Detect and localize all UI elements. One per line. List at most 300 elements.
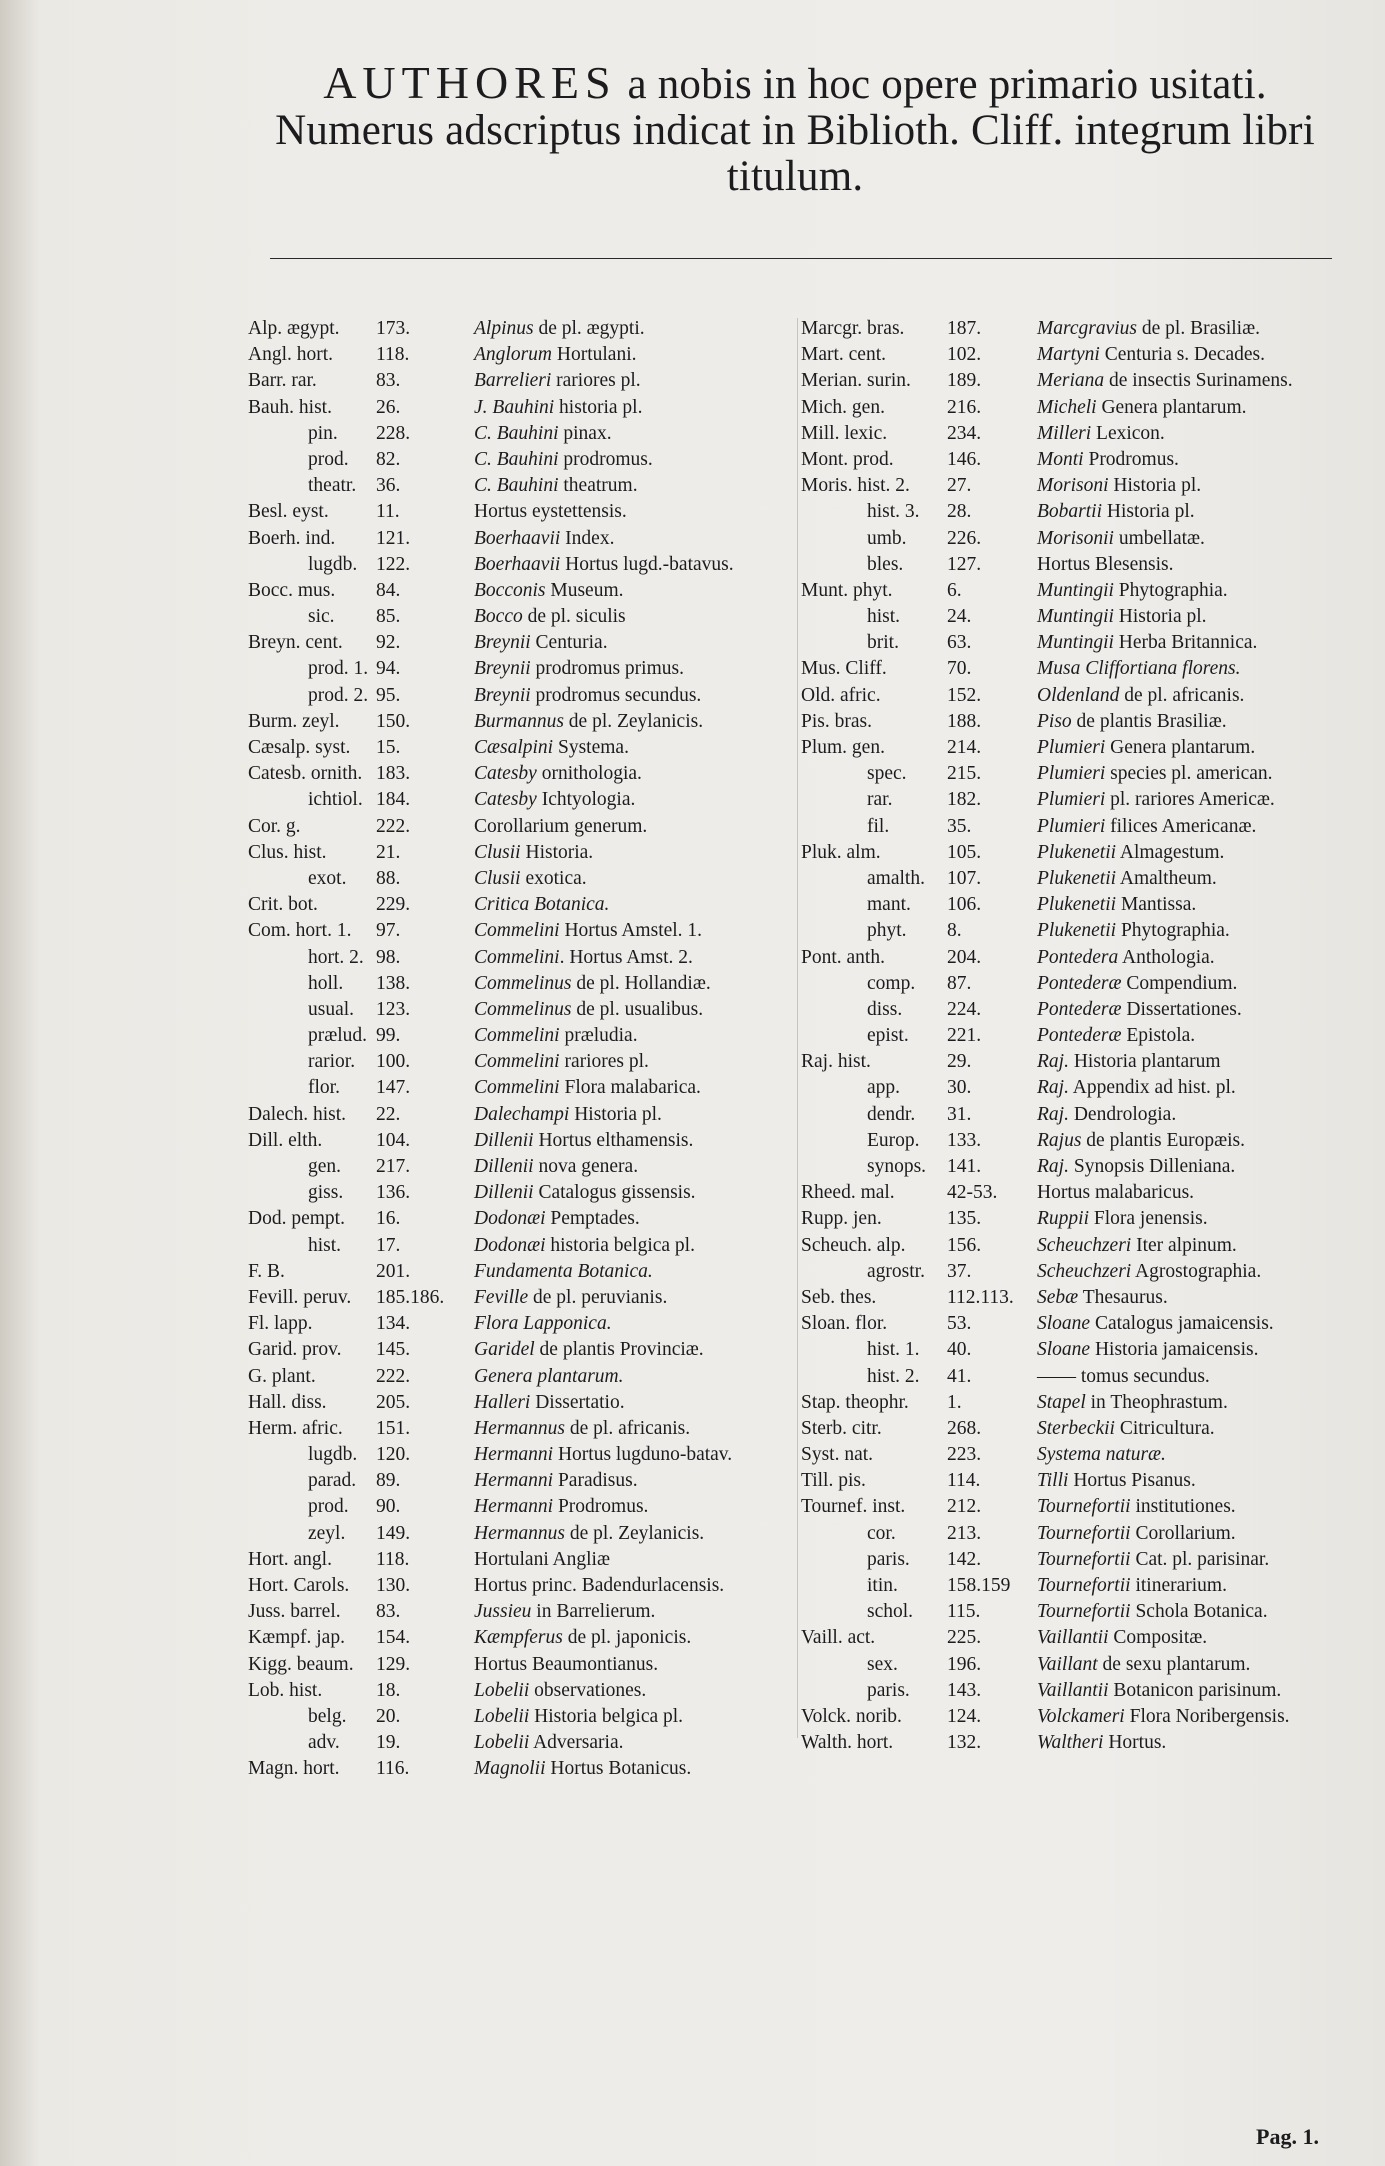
entry-author: Plukenetii bbox=[1037, 920, 1117, 942]
entry-description bbox=[474, 1130, 693, 1152]
entry-title-text: Systema. bbox=[553, 737, 629, 758]
entry-number: 94. bbox=[376, 658, 401, 680]
entry-description bbox=[474, 1575, 724, 1597]
entry-description bbox=[1037, 1156, 1235, 1178]
index-entry bbox=[797, 658, 1357, 684]
entry-abbreviation: Fevill. peruv. bbox=[248, 1286, 352, 1308]
entry-author: Dodonæi bbox=[474, 1208, 546, 1230]
entry-number: 182. bbox=[947, 789, 982, 811]
index-entry bbox=[797, 1392, 1357, 1418]
entry-title-text: Hortus lugd.-batavus. bbox=[560, 553, 734, 575]
entry-author: Bocconis bbox=[474, 579, 546, 601]
entry-number: 6. bbox=[947, 579, 962, 601]
entry-abbreviation: Barr. rar. bbox=[248, 370, 317, 392]
entry-number: 187. bbox=[947, 318, 982, 339]
entry-number: 17. bbox=[376, 1234, 401, 1256]
index-entry bbox=[797, 685, 1357, 711]
entry-abbreviation: Dill. elth. bbox=[248, 1129, 323, 1151]
entry-abbreviation: Kæmpf. jap. bbox=[248, 1627, 345, 1649]
index-entry bbox=[248, 1313, 788, 1339]
entry-number: 102. bbox=[947, 344, 982, 366]
index-entry bbox=[797, 580, 1357, 606]
entry-abbreviation: Fl. lapp. bbox=[248, 1313, 313, 1335]
index-entry bbox=[248, 816, 788, 842]
entry-description bbox=[474, 711, 703, 733]
entry-abbreviation: theatr. bbox=[308, 475, 357, 497]
entry-abbreviation: rarior. bbox=[308, 1051, 356, 1073]
entry-number: 88. bbox=[376, 867, 401, 889]
entry-author: Systema naturæ. bbox=[1037, 1444, 1166, 1466]
entry-description bbox=[1037, 1654, 1250, 1676]
entry-number: 114. bbox=[947, 1470, 981, 1492]
entry-abbreviation: belg. bbox=[308, 1705, 347, 1727]
entry-author: Clusii bbox=[474, 841, 521, 863]
entry-title-text: Catalogus jamaicensis. bbox=[1090, 1313, 1274, 1335]
entry-description bbox=[1037, 1523, 1236, 1545]
entry-description bbox=[1037, 1366, 1210, 1388]
entry-number: 150. bbox=[376, 710, 411, 732]
entry-number: 99. bbox=[376, 1025, 401, 1047]
entry-author: Fundamenta Botanica. bbox=[474, 1260, 653, 1282]
entry-description bbox=[1037, 632, 1257, 654]
entry-abbreviation: phyt. bbox=[867, 920, 907, 942]
entry-abbreviation: Catesb. ornith. bbox=[248, 763, 363, 785]
entry-author: Hermanni bbox=[474, 1444, 554, 1466]
entry-author: Plumieri bbox=[1037, 763, 1106, 785]
index-entry bbox=[797, 763, 1357, 789]
index-entry bbox=[797, 1680, 1357, 1706]
entry-title-text: Mantissa. bbox=[1116, 894, 1197, 916]
index-entry bbox=[797, 554, 1357, 580]
entry-title-text: Lexicon. bbox=[1091, 422, 1165, 444]
index-entry bbox=[797, 370, 1357, 396]
entry-description bbox=[1037, 842, 1224, 864]
index-entry bbox=[248, 1654, 788, 1680]
entry-author: Breynii bbox=[474, 684, 531, 706]
entry-title-text: Hortus Beaumontianus. bbox=[474, 1653, 659, 1675]
entry-title-text: Compendium. bbox=[1121, 972, 1238, 994]
entry-title-text: de pl. japonicis. bbox=[562, 1627, 692, 1649]
entry-number: 115. bbox=[947, 1601, 981, 1623]
entry-description bbox=[1037, 763, 1273, 785]
entry-abbreviation: prod. 2. bbox=[308, 684, 369, 706]
entry-author: Oldenland bbox=[1037, 684, 1120, 706]
entry-abbreviation: exot. bbox=[308, 867, 347, 889]
entry-author: Bocco bbox=[474, 606, 523, 628]
entry-abbreviation: spec. bbox=[867, 763, 907, 785]
entry-number: 136. bbox=[376, 1182, 411, 1204]
entry-number: 36. bbox=[376, 475, 401, 497]
entry-abbreviation: Mart. cent. bbox=[801, 344, 887, 366]
entry-author: Milleri bbox=[1037, 422, 1092, 444]
index-entry bbox=[797, 475, 1357, 501]
entry-author: Halleri bbox=[474, 1391, 531, 1413]
entry-number: 121. bbox=[376, 527, 411, 549]
entry-number: 196. bbox=[947, 1653, 982, 1675]
entry-abbreviation: Tournef. inst. bbox=[801, 1496, 906, 1518]
entry-description bbox=[1037, 685, 1244, 707]
entry-description bbox=[474, 1235, 695, 1257]
index-entry bbox=[248, 1261, 788, 1287]
entry-number: 118. bbox=[376, 1548, 410, 1570]
entry-description bbox=[1037, 423, 1165, 445]
entry-abbreviation: Juss. barrel. bbox=[248, 1601, 341, 1623]
entry-abbreviation: Raj. hist. bbox=[801, 1051, 871, 1073]
entry-number: 216. bbox=[947, 396, 982, 418]
entry-title-text: Catalogus gissensis. bbox=[533, 1182, 696, 1204]
entry-abbreviation: Bocc. mus. bbox=[248, 579, 336, 601]
index-entry bbox=[248, 554, 788, 580]
index-entry bbox=[797, 1313, 1357, 1339]
entry-title-text: Ichtyologia. bbox=[536, 789, 636, 811]
entry-author: Morisonii bbox=[1037, 527, 1114, 549]
entry-author: Sterbeckii bbox=[1037, 1417, 1115, 1439]
entry-title-text: Schola Botanica. bbox=[1130, 1601, 1268, 1623]
entry-abbreviation: Merian. surin. bbox=[801, 370, 911, 392]
entry-description bbox=[1037, 789, 1275, 811]
entry-description bbox=[474, 449, 653, 471]
entry-description bbox=[1037, 1182, 1194, 1204]
entry-abbreviation: Lob. hist. bbox=[248, 1679, 323, 1701]
index-entry bbox=[248, 1130, 788, 1156]
entry-description bbox=[1037, 816, 1256, 838]
entry-number: 112.113. bbox=[947, 1286, 1014, 1308]
entry-author: Scheuchzeri bbox=[1037, 1234, 1132, 1256]
index-entry bbox=[797, 528, 1357, 554]
entry-abbreviation: Breyn. cent. bbox=[248, 632, 343, 654]
entry-number: 217. bbox=[376, 1156, 411, 1177]
entry-abbreviation: Kigg. beaum. bbox=[248, 1653, 354, 1675]
entry-number: 152. bbox=[947, 684, 982, 706]
entry-description bbox=[474, 606, 626, 628]
entry-abbreviation: Pont. anth. bbox=[801, 946, 885, 968]
entry-number: 228. bbox=[376, 422, 411, 444]
entry-number: 226. bbox=[947, 527, 982, 549]
entry-description bbox=[1037, 528, 1205, 550]
entry-number: 8. bbox=[947, 920, 962, 942]
entry-author: Tournefortii bbox=[1037, 1601, 1131, 1623]
entry-description bbox=[1037, 1025, 1195, 1047]
entry-author: Tournefortii bbox=[1037, 1575, 1131, 1596]
entry-description bbox=[474, 1627, 691, 1649]
entry-title-text: Dissertationes. bbox=[1121, 998, 1242, 1020]
entry-author: C. Bauhini bbox=[474, 448, 559, 470]
entry-description bbox=[474, 763, 642, 785]
entry-author: Commelini bbox=[474, 1051, 560, 1073]
entry-number: 127. bbox=[947, 553, 982, 575]
entry-number: 41. bbox=[947, 1365, 972, 1387]
title-rest: a nobis in hoc opere primario usitati. Numerus adscriptus indicat in Biblioth. Cliff. integrum libri titulum. bbox=[275, 61, 1315, 200]
entry-abbreviation: G. plant. bbox=[248, 1365, 316, 1387]
entry-description bbox=[474, 1182, 696, 1204]
entry-number: 129. bbox=[376, 1653, 411, 1675]
entry-description bbox=[474, 1470, 638, 1492]
entry-number: 84. bbox=[376, 579, 401, 601]
entry-title-text: Hortulani. bbox=[552, 344, 637, 366]
entry-abbreviation: Crit. bot. bbox=[248, 894, 318, 916]
entry-title-text: umbellatæ. bbox=[1113, 527, 1205, 549]
entry-author: Magnolii bbox=[474, 1758, 546, 1780]
entry-author: Rajus bbox=[1037, 1129, 1082, 1151]
index-entry bbox=[797, 632, 1357, 658]
entry-title-text: de pl. Zeylanicis. bbox=[565, 1522, 705, 1544]
entry-number: 205. bbox=[376, 1391, 411, 1413]
entry-author: Hermannus bbox=[474, 1522, 565, 1544]
entry-description bbox=[1037, 658, 1241, 680]
index-entry bbox=[797, 1418, 1357, 1444]
entry-title-text: præludia. bbox=[559, 1025, 638, 1047]
entry-title-text: Anthologia. bbox=[1118, 946, 1215, 968]
entry-author: Piso bbox=[1037, 710, 1072, 732]
entry-number: 27. bbox=[947, 475, 972, 497]
index-entry bbox=[797, 1182, 1357, 1208]
entry-number: 100. bbox=[376, 1051, 411, 1073]
entry-description bbox=[474, 1523, 704, 1545]
entry-number: 40. bbox=[947, 1339, 972, 1361]
entry-title-text: Historia jamaicensis. bbox=[1090, 1339, 1259, 1361]
entry-description bbox=[1037, 1444, 1166, 1466]
entry-abbreviation: comp. bbox=[867, 972, 916, 994]
entry-author: Genera plantarum. bbox=[474, 1365, 624, 1387]
entry-description bbox=[1037, 868, 1217, 890]
entry-author: Micheli bbox=[1037, 396, 1097, 418]
entry-description bbox=[1037, 973, 1237, 995]
entry-abbreviation: Hort. Carols. bbox=[248, 1575, 350, 1596]
entry-abbreviation: ichtiol. bbox=[308, 789, 363, 811]
entry-author: Commelini bbox=[474, 1025, 560, 1047]
entry-abbreviation: agrostr. bbox=[867, 1260, 925, 1282]
entry-description bbox=[474, 1261, 653, 1283]
index-entry bbox=[248, 894, 788, 920]
index-entry bbox=[797, 1470, 1357, 1496]
entry-description bbox=[1037, 1549, 1269, 1571]
entry-title-text: de insectis Surinamens. bbox=[1104, 370, 1293, 392]
entry-author: Kæmpferus bbox=[474, 1627, 563, 1649]
entry-description bbox=[474, 1025, 638, 1047]
entry-number: 116. bbox=[376, 1758, 410, 1780]
entry-description bbox=[1037, 1130, 1245, 1152]
entry-author: Pontederæ bbox=[1037, 972, 1122, 994]
entry-description bbox=[1037, 1732, 1166, 1754]
entry-title-text: Historia belgica pl. bbox=[529, 1705, 684, 1727]
entry-abbreviation: Munt. phyt. bbox=[801, 579, 893, 601]
entry-number: 146. bbox=[947, 448, 982, 470]
entry-description bbox=[1037, 606, 1207, 628]
entry-number: 85. bbox=[376, 606, 401, 628]
index-entry bbox=[797, 999, 1357, 1025]
entry-description bbox=[1037, 1235, 1237, 1257]
index-entry bbox=[248, 947, 788, 973]
entry-description bbox=[474, 1732, 623, 1754]
index-entry bbox=[248, 737, 788, 763]
entry-abbreviation: Dalech. hist. bbox=[248, 1103, 347, 1125]
entry-author: Plukenetii bbox=[1037, 841, 1117, 863]
entry-number: 132. bbox=[947, 1732, 982, 1754]
entry-description bbox=[474, 973, 711, 995]
entry-abbreviation: hist. bbox=[308, 1234, 342, 1256]
entry-description bbox=[1037, 1601, 1268, 1623]
entry-abbreviation: Alp. ægypt. bbox=[248, 318, 340, 339]
entry-author: Barrelieri bbox=[474, 370, 552, 392]
entry-author: Breynii bbox=[474, 632, 531, 654]
entry-number: 123. bbox=[376, 998, 411, 1020]
entry-title-text: Centuria. bbox=[530, 632, 608, 654]
index-entry bbox=[797, 423, 1357, 449]
entry-author: Hermanni bbox=[474, 1496, 554, 1518]
entry-title-text: Historia. bbox=[520, 841, 594, 863]
entry-abbreviation: Scheuch. alp. bbox=[801, 1234, 906, 1256]
entry-description bbox=[1037, 1287, 1168, 1309]
entry-abbreviation: bles. bbox=[867, 553, 904, 575]
entry-abbreviation: Clus. hist. bbox=[248, 841, 327, 863]
entry-number: 20. bbox=[376, 1705, 401, 1727]
entry-author: C. Bauhini bbox=[474, 475, 559, 497]
entry-author: Commelinus bbox=[474, 998, 572, 1020]
index-entry bbox=[797, 842, 1357, 868]
entry-number: 1. bbox=[947, 1391, 962, 1413]
entry-title-text: Cat. pl. parisinar. bbox=[1130, 1548, 1270, 1570]
page-title bbox=[250, 57, 1340, 200]
entry-description bbox=[1037, 1104, 1176, 1126]
index-entry bbox=[797, 449, 1357, 475]
entry-title-text: prodromus. bbox=[558, 448, 653, 470]
entry-abbreviation: prod. bbox=[308, 448, 349, 470]
entry-author: Musa Cliffortiana florens. bbox=[1037, 658, 1241, 680]
left-column bbox=[248, 318, 788, 1785]
index-entry bbox=[248, 1104, 788, 1130]
entry-abbreviation: synops. bbox=[867, 1156, 927, 1177]
entry-number: 229. bbox=[376, 894, 411, 916]
index-entry bbox=[797, 1287, 1357, 1313]
entry-description bbox=[474, 1680, 646, 1702]
entry-number: 70. bbox=[947, 658, 972, 680]
entry-title-text: Dendrologia. bbox=[1068, 1103, 1177, 1125]
entry-title-text: de sexu plantarum. bbox=[1097, 1653, 1251, 1675]
index-entry bbox=[248, 1523, 788, 1549]
entry-author: Alpinus bbox=[474, 318, 534, 339]
entry-author: Muntingii bbox=[1037, 606, 1114, 628]
entry-title-text: Flora Noribergensis. bbox=[1124, 1705, 1290, 1727]
entry-title-text: Synopsis Dilleniana. bbox=[1068, 1156, 1236, 1177]
entry-number: 28. bbox=[947, 501, 972, 523]
index-entry bbox=[797, 1444, 1357, 1470]
entry-description bbox=[474, 1758, 691, 1780]
entry-title-text: de pl. Brasiliæ. bbox=[1137, 318, 1260, 339]
entry-abbreviation: Herm. afric. bbox=[248, 1417, 343, 1439]
entry-title-text: Prodromus. bbox=[1083, 448, 1179, 470]
page-number: Pag. 1. bbox=[1256, 2124, 1319, 2149]
entry-number: 26. bbox=[376, 396, 401, 418]
entry-number: 225. bbox=[947, 1627, 982, 1649]
entry-author: Plumieri bbox=[1037, 737, 1106, 758]
index-entry bbox=[248, 1496, 788, 1522]
entry-description bbox=[1037, 999, 1242, 1021]
entry-title-text: Hortus Amstel. 1. bbox=[559, 920, 703, 942]
entry-number: 149. bbox=[376, 1522, 411, 1544]
entry-description bbox=[1037, 1392, 1228, 1414]
entry-abbreviation: adv. bbox=[308, 1732, 340, 1754]
entry-description bbox=[474, 528, 614, 550]
index-entry bbox=[797, 816, 1357, 842]
title-caps: AUTHORES bbox=[323, 57, 617, 108]
entry-description bbox=[1037, 1077, 1236, 1099]
entry-author: Waltheri bbox=[1037, 1732, 1104, 1754]
entry-author: Commelini bbox=[474, 946, 560, 968]
entry-number: 214. bbox=[947, 737, 982, 758]
entry-title-text: de pl. Hollandiæ. bbox=[571, 972, 711, 994]
entry-number: 183. bbox=[376, 763, 411, 785]
index-entry bbox=[248, 842, 788, 868]
entry-abbreviation: brit. bbox=[867, 632, 899, 654]
index-entry bbox=[797, 1025, 1357, 1051]
entry-description bbox=[474, 1104, 662, 1126]
index-entry bbox=[248, 370, 788, 396]
entry-title-text: Amaltheum. bbox=[1116, 867, 1217, 889]
index-entry bbox=[797, 1235, 1357, 1261]
entry-description bbox=[474, 1313, 612, 1335]
entry-abbreviation: Hort. angl. bbox=[248, 1548, 332, 1570]
index-entry bbox=[248, 1366, 788, 1392]
index-entry bbox=[248, 528, 788, 554]
entry-number: 156. bbox=[947, 1234, 982, 1256]
entry-title-text: Hortus elthamensis. bbox=[533, 1129, 694, 1151]
entry-author: Feville bbox=[474, 1286, 529, 1308]
entry-abbreviation: lugdb. bbox=[308, 553, 358, 575]
entry-description bbox=[474, 947, 693, 969]
index-entry bbox=[248, 423, 788, 449]
index-entry bbox=[248, 973, 788, 999]
entry-abbreviation: gen. bbox=[308, 1156, 342, 1177]
entry-description bbox=[474, 318, 645, 340]
entry-number: 224. bbox=[947, 998, 982, 1020]
entry-title-text: de pl. Zeylanicis. bbox=[563, 710, 704, 732]
right-column bbox=[797, 318, 1357, 1758]
entry-author: Vaillant bbox=[1037, 1653, 1098, 1675]
entry-author: Tilli bbox=[1037, 1470, 1069, 1492]
entry-description bbox=[474, 397, 642, 419]
index-entry bbox=[797, 1156, 1357, 1182]
entry-title-text: Hortus Blesensis. bbox=[1037, 553, 1174, 575]
entry-description bbox=[474, 580, 623, 602]
entry-description bbox=[1037, 318, 1260, 340]
entry-title-text: prodromus primus. bbox=[530, 658, 684, 680]
entry-abbreviation: itin. bbox=[867, 1575, 898, 1596]
entry-abbreviation: fil. bbox=[867, 815, 890, 837]
entry-description bbox=[474, 475, 638, 497]
entry-description bbox=[1037, 1575, 1227, 1597]
entry-abbreviation: hort. 2. bbox=[308, 946, 364, 968]
entry-title-text: Pemptades. bbox=[545, 1208, 640, 1230]
entry-abbreviation: pin. bbox=[308, 422, 338, 444]
entry-abbreviation: epist. bbox=[867, 1025, 909, 1047]
entry-title-text: de pl. siculis bbox=[522, 606, 626, 628]
index-entry bbox=[248, 868, 788, 894]
entry-abbreviation: Vaill. act. bbox=[801, 1627, 876, 1649]
entry-title-text: species pl. american. bbox=[1105, 763, 1273, 785]
entry-description bbox=[1037, 475, 1201, 497]
entry-abbreviation: paris. bbox=[867, 1548, 910, 1570]
entry-title-text: Historia pl. bbox=[569, 1103, 662, 1125]
entry-author: Dillenii bbox=[474, 1129, 534, 1151]
entry-number: 63. bbox=[947, 632, 972, 654]
entry-number: 151. bbox=[376, 1417, 411, 1439]
index-entry bbox=[797, 711, 1357, 737]
entry-number: 130. bbox=[376, 1575, 411, 1596]
index-entry bbox=[248, 344, 788, 370]
index-entry bbox=[248, 1392, 788, 1418]
entry-title-text: historia belgica pl. bbox=[545, 1234, 695, 1256]
entry-number: 141. bbox=[947, 1156, 982, 1177]
